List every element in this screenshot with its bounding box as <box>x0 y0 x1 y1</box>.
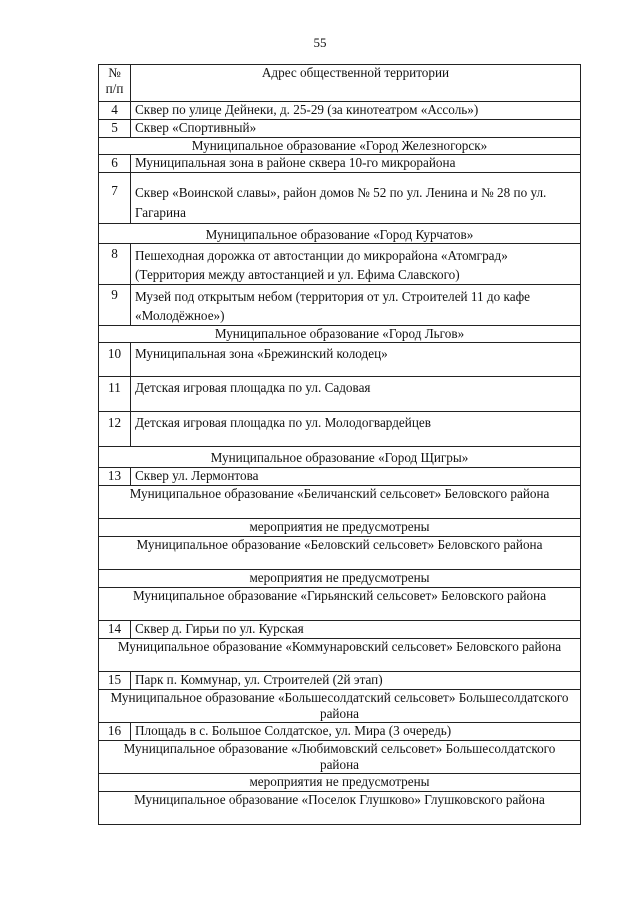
section-heading: Муниципальное образование «Поселок Глушково» Глушковского района <box>99 792 581 825</box>
table-row <box>99 102 581 120</box>
row-number: 8 <box>99 244 131 285</box>
row-number: 10 <box>99 343 131 377</box>
section-row <box>99 486 581 519</box>
none-row <box>99 570 581 588</box>
row-address: Сквер по улице Дейнеки, д. 25-29 (за кинотеатром «Ассоль») <box>131 102 581 120</box>
section-row <box>99 447 581 468</box>
row-address: Муниципальная зона «Брежинский колодец» <box>131 343 581 377</box>
row-address: Музей под открытым небом (территория от ул. Строителей 11 до кафе «Молодёжное») <box>131 285 581 326</box>
table-row <box>99 672 581 690</box>
section-row <box>99 588 581 621</box>
section-row <box>99 537 581 570</box>
section-heading: Муниципальное образование «Коммунаровский сельсовет» Беловского района <box>99 639 581 672</box>
section-row <box>99 326 581 343</box>
section-row <box>99 690 581 723</box>
section-heading: Муниципальное образование «Беловский сельсовет» Беловского района <box>99 537 581 570</box>
no-events-note: мероприятия не предусмотрены <box>99 519 581 537</box>
row-address: Сквер «Воинской славы», район домов № 52 по ул. Ленина и № 28 по ул. Гагарина <box>131 173 581 224</box>
row-number: 15 <box>99 672 131 690</box>
row-number: 13 <box>99 468 131 486</box>
row-number: 16 <box>99 723 131 741</box>
row-address: Муниципальная зона в районе сквера 10-го микрорайона <box>131 155 581 173</box>
header-number <box>99 65 131 102</box>
section-heading: Муниципальное образование «Город Щигры» <box>99 447 581 468</box>
table-row <box>99 377 581 412</box>
table-row <box>99 244 581 285</box>
header-number-label: № п/п <box>105 65 124 96</box>
section-row <box>99 639 581 672</box>
table-row <box>99 723 581 741</box>
row-address: Пешеходная дорожка от автостанции до микрорайона «Атомград» (Территория между автостанцией и ул. Ефима Славского) <box>131 244 581 285</box>
section-heading: Муниципальное образование «Большесолдатский сельсовет» Большесолдатского района <box>99 690 581 723</box>
row-number: 5 <box>99 120 131 138</box>
row-number: 4 <box>99 102 131 120</box>
section-heading: Муниципальное образование «Город Железногорск» <box>99 138 581 155</box>
header-address-label: Адрес общественной территории <box>261 65 450 80</box>
row-number: 14 <box>99 621 131 639</box>
table-row <box>99 621 581 639</box>
section-row <box>99 741 581 774</box>
table-row <box>99 285 581 326</box>
section-heading: Муниципальное образование «Гирьянский сельсовет» Беловского района <box>99 588 581 621</box>
section-heading: Муниципальное образование «Любимовский сельсовет» Большесолдатского района <box>99 741 581 774</box>
table-header-row <box>99 65 581 102</box>
row-address: Сквер «Спортивный» <box>131 120 581 138</box>
row-address: Парк п. Коммунар, ул. Строителей (2й этап) <box>131 672 581 690</box>
row-address: Площадь в с. Большое Солдатское, ул. Мира (3 очередь) <box>131 723 581 741</box>
row-number: 9 <box>99 285 131 326</box>
row-number: 6 <box>99 155 131 173</box>
section-heading: Муниципальное образование «Беличанский сельсовет» Беловского района <box>99 486 581 519</box>
row-address: Детская игровая площадка по ул. Садовая <box>131 377 581 412</box>
table-row <box>99 155 581 173</box>
row-number: 7 <box>99 173 131 224</box>
row-address: Детская игровая площадка по ул. Молодогвардейцев <box>131 412 581 447</box>
section-heading: Муниципальное образование «Город Курчатов» <box>99 224 581 244</box>
row-number: 12 <box>99 412 131 447</box>
no-events-note: мероприятия не предусмотрены <box>99 570 581 588</box>
territory-table <box>98 64 581 825</box>
section-row <box>99 138 581 155</box>
section-row <box>99 224 581 244</box>
none-row <box>99 774 581 792</box>
no-events-note: мероприятия не предусмотрены <box>99 774 581 792</box>
table-row <box>99 412 581 447</box>
header-address <box>131 65 581 102</box>
page-number: 55 <box>313 35 327 50</box>
none-row <box>99 519 581 537</box>
table-row <box>99 120 581 138</box>
section-heading: Муниципальное образование «Город Льгов» <box>99 326 581 343</box>
table-row <box>99 343 581 377</box>
row-address: Сквер ул. Лермонтова <box>131 468 581 486</box>
section-row <box>99 792 581 825</box>
table-row <box>99 468 581 486</box>
row-number: 11 <box>99 377 131 412</box>
table-row <box>99 173 581 224</box>
row-address: Сквер д. Гирьи по ул. Курская <box>131 621 581 639</box>
